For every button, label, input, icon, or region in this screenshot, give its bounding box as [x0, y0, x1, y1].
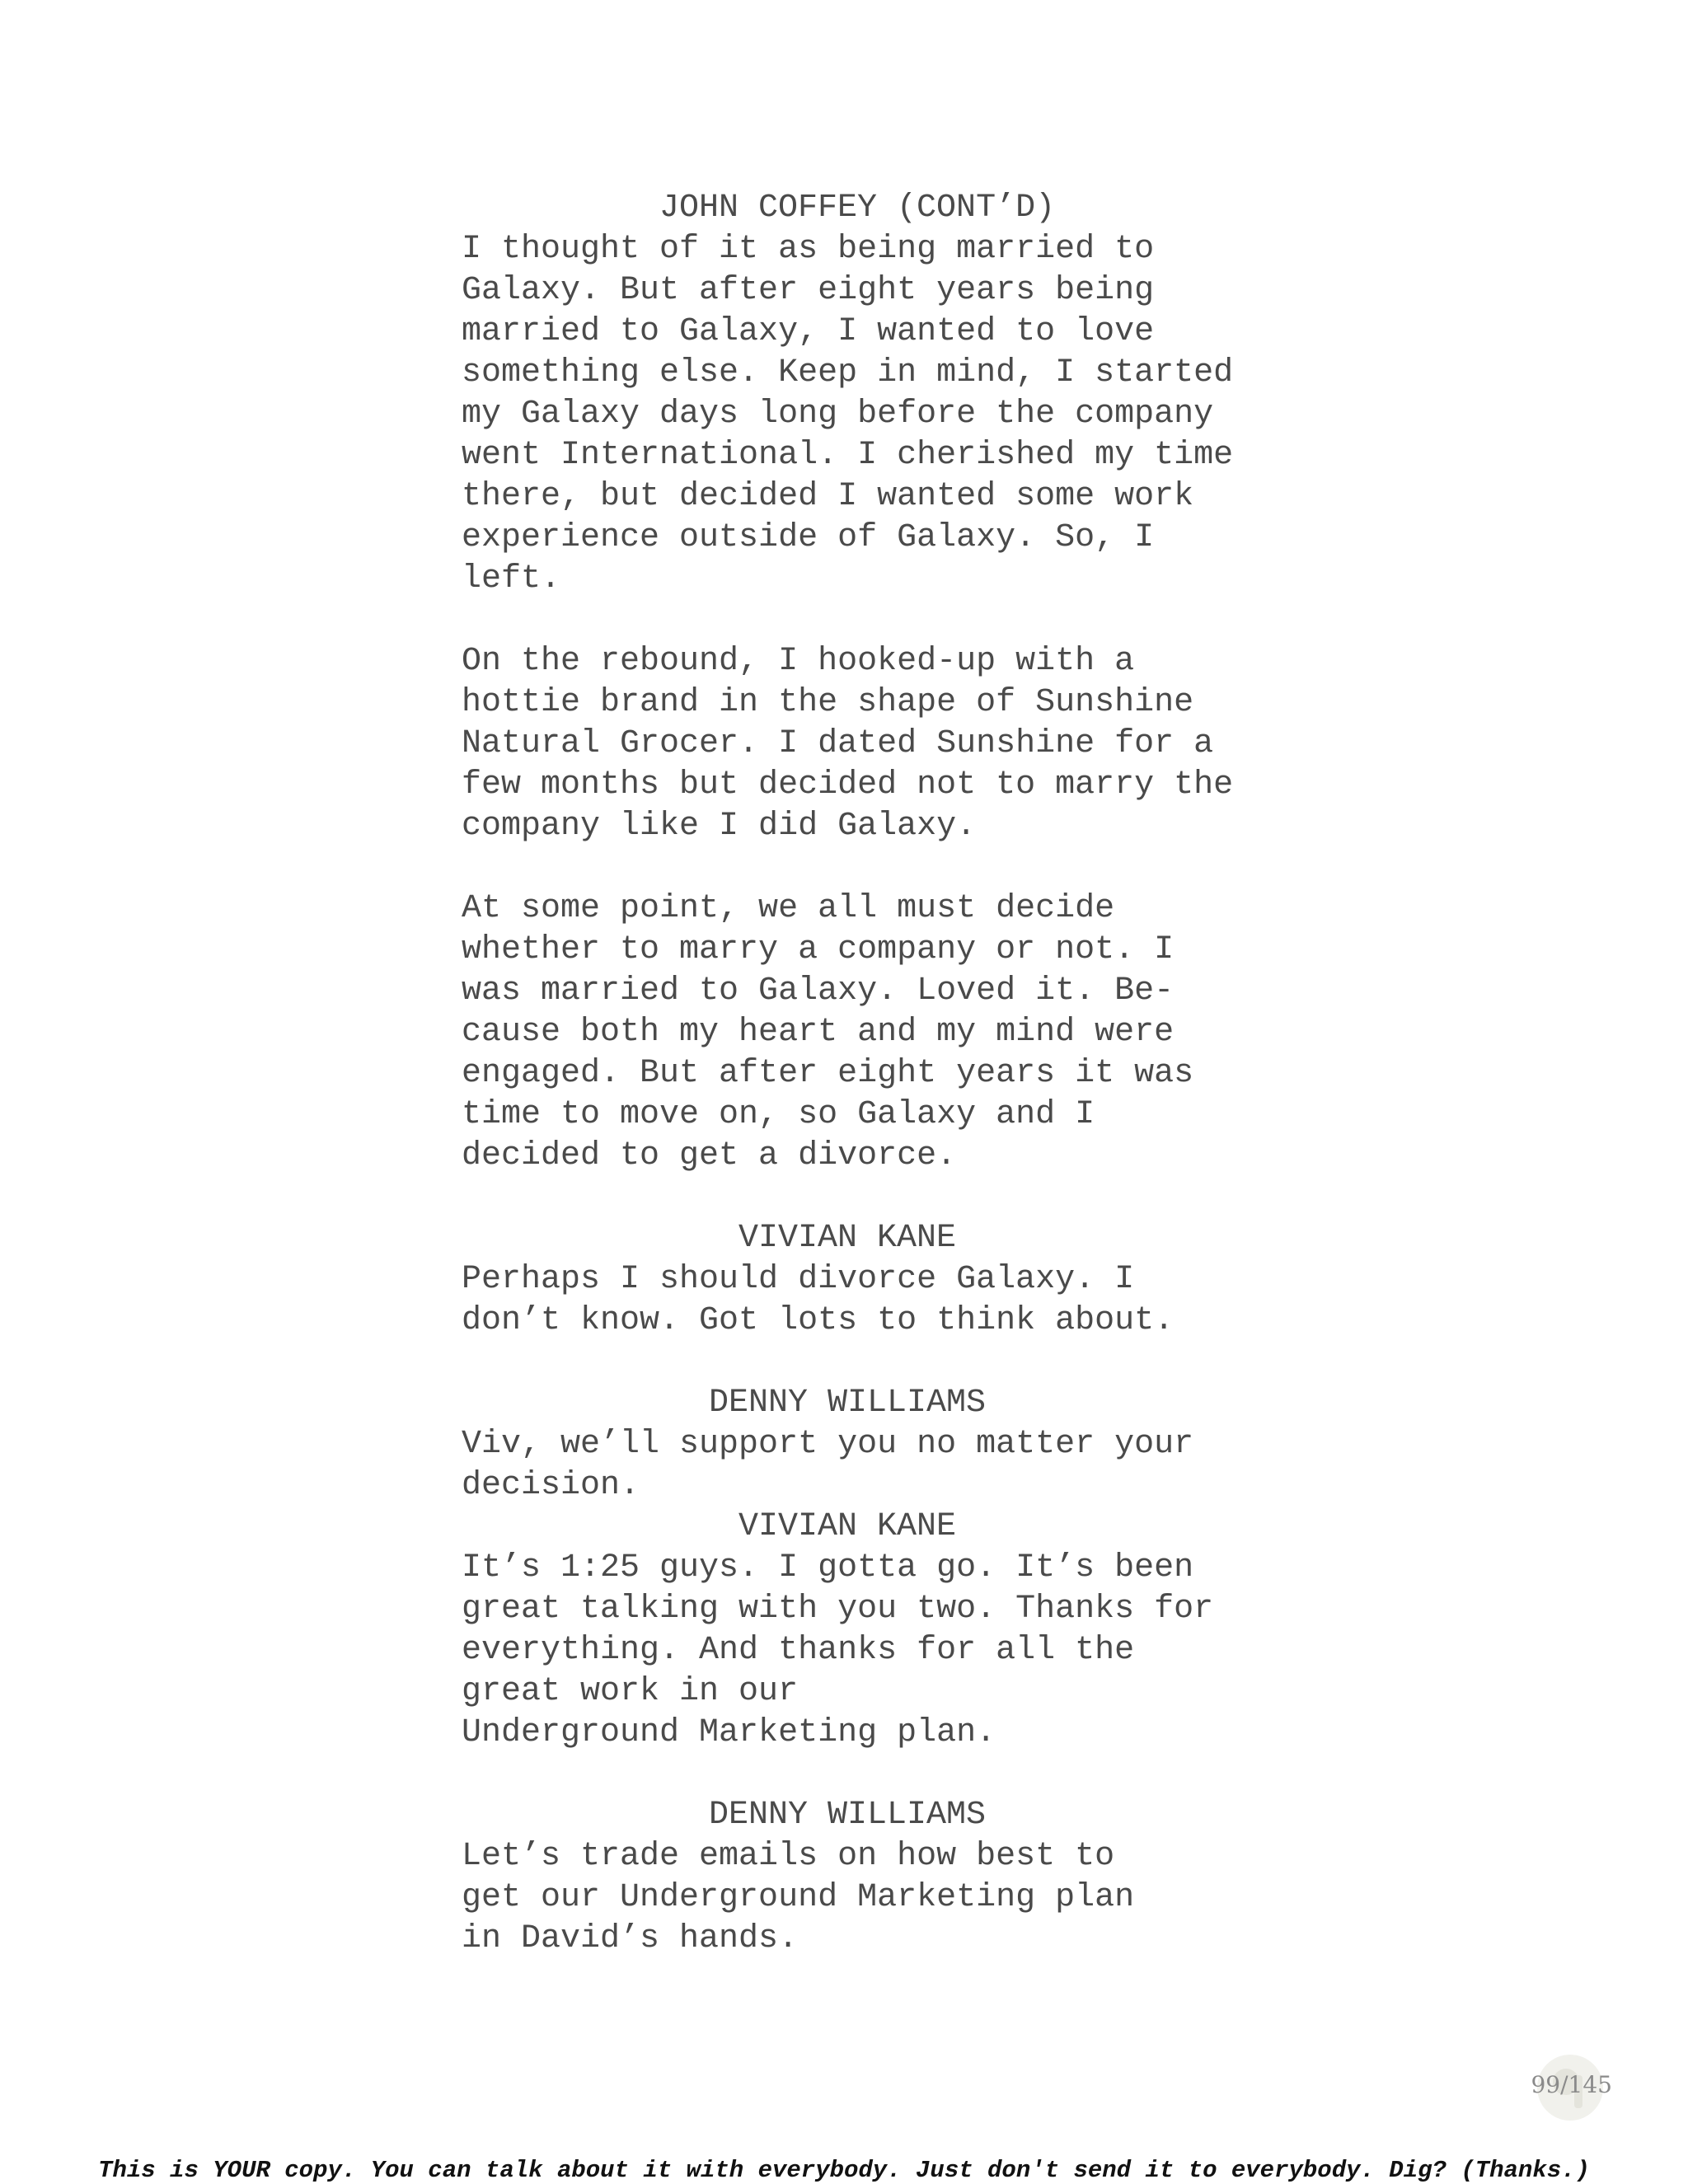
- dialogue-line: I thought of it as being married to: [462, 231, 1155, 268]
- dialogue-line: don’t know. Got lots to think about.: [462, 1302, 1175, 1339]
- dialogue-line: It’s 1:25 guys. I gotta go. It’s been: [462, 1549, 1194, 1586]
- dialogue-block: [462, 1383, 1286, 1507]
- dialogue-line: went International. I cherished my time: [462, 437, 1234, 474]
- dialogue-line: cause both my heart and my mind were: [462, 1014, 1175, 1051]
- character-name: VIVIAN KANE: [738, 1508, 957, 1545]
- dialogue-line: experience outside of Galaxy. So, I: [462, 519, 1155, 556]
- dialogue-line: Viv, we’ll support you no matter your: [462, 1426, 1194, 1463]
- block-gap: [462, 1177, 1286, 1218]
- dialogue-line: everything. And thanks for all the: [462, 1632, 1135, 1669]
- block-gap: [462, 1342, 1286, 1383]
- dialogue-line: Perhaps I should divorce Galaxy. I: [462, 1261, 1135, 1298]
- dialogue-line: in David’s hands.: [462, 1920, 799, 1957]
- dialogue-line: left.: [462, 560, 561, 598]
- paragraph-gap: [462, 847, 1286, 888]
- dialogue-line: few months but decided not to marry the: [462, 766, 1234, 804]
- character-name: JOHN COFFEY (CONT’D): [659, 190, 1056, 227]
- dialogue-line: At some point, we all must decide: [462, 890, 1115, 927]
- dialogue-block: [462, 1507, 1286, 1754]
- dialogue-line: get our Underground Marketing plan: [462, 1879, 1135, 1916]
- dialogue-line: great work in our: [462, 1673, 799, 1710]
- dialogue-block: [462, 188, 1286, 1177]
- dialogue-line: there, but decided I wanted some work: [462, 478, 1194, 515]
- dialogue-block: [462, 1795, 1286, 1960]
- dialogue-line: Natural Grocer. I dated Sunshine for a: [462, 725, 1214, 762]
- copy-notice-footer: This is YOUR copy. You can talk about it with everybody. Just don't send it to everybody. Dig? (Thanks.): [98, 2157, 1590, 2184]
- page-number: 99/145: [1531, 2071, 1612, 2098]
- dialogue-line: something else. Keep in mind, I started: [462, 354, 1234, 391]
- dialogue-line: married to Galaxy, I wanted to love: [462, 313, 1155, 350]
- character-name: DENNY WILLIAMS: [709, 1385, 987, 1422]
- dialogue-line: decided to get a divorce.: [462, 1137, 957, 1174]
- dialogue-block: [462, 1218, 1286, 1342]
- paragraph-gap: [462, 600, 1286, 641]
- dialogue-line: engaged. But after eight years it was: [462, 1055, 1194, 1092]
- character-name: DENNY WILLIAMS: [709, 1797, 987, 1834]
- dialogue-line: hottie brand in the shape of Sunshine: [462, 684, 1194, 721]
- dialogue-line: On the rebound, I hooked-up with a: [462, 643, 1135, 680]
- character-name: VIVIAN KANE: [738, 1220, 957, 1257]
- dialogue-line: Let’s trade emails on how best to: [462, 1838, 1115, 1875]
- dialogue-line: Underground Marketing plan.: [462, 1714, 996, 1751]
- dialogue-line: was married to Galaxy. Loved it. Be-: [462, 972, 1175, 1010]
- block-gap: [462, 1754, 1286, 1795]
- dialogue-line: great talking with you two. Thanks for: [462, 1591, 1214, 1628]
- dialogue-line: Galaxy. But after eight years being: [462, 272, 1155, 309]
- screenplay-body: [462, 188, 1286, 1960]
- dialogue-line: decision.: [462, 1467, 640, 1504]
- dialogue-line: time to move on, so Galaxy and I: [462, 1096, 1095, 1133]
- dialogue-line: company like I did Galaxy.: [462, 808, 977, 845]
- dialogue-line: my Galaxy days long before the company: [462, 396, 1214, 433]
- dialogue-line: whether to marry a company or not. I: [462, 931, 1175, 968]
